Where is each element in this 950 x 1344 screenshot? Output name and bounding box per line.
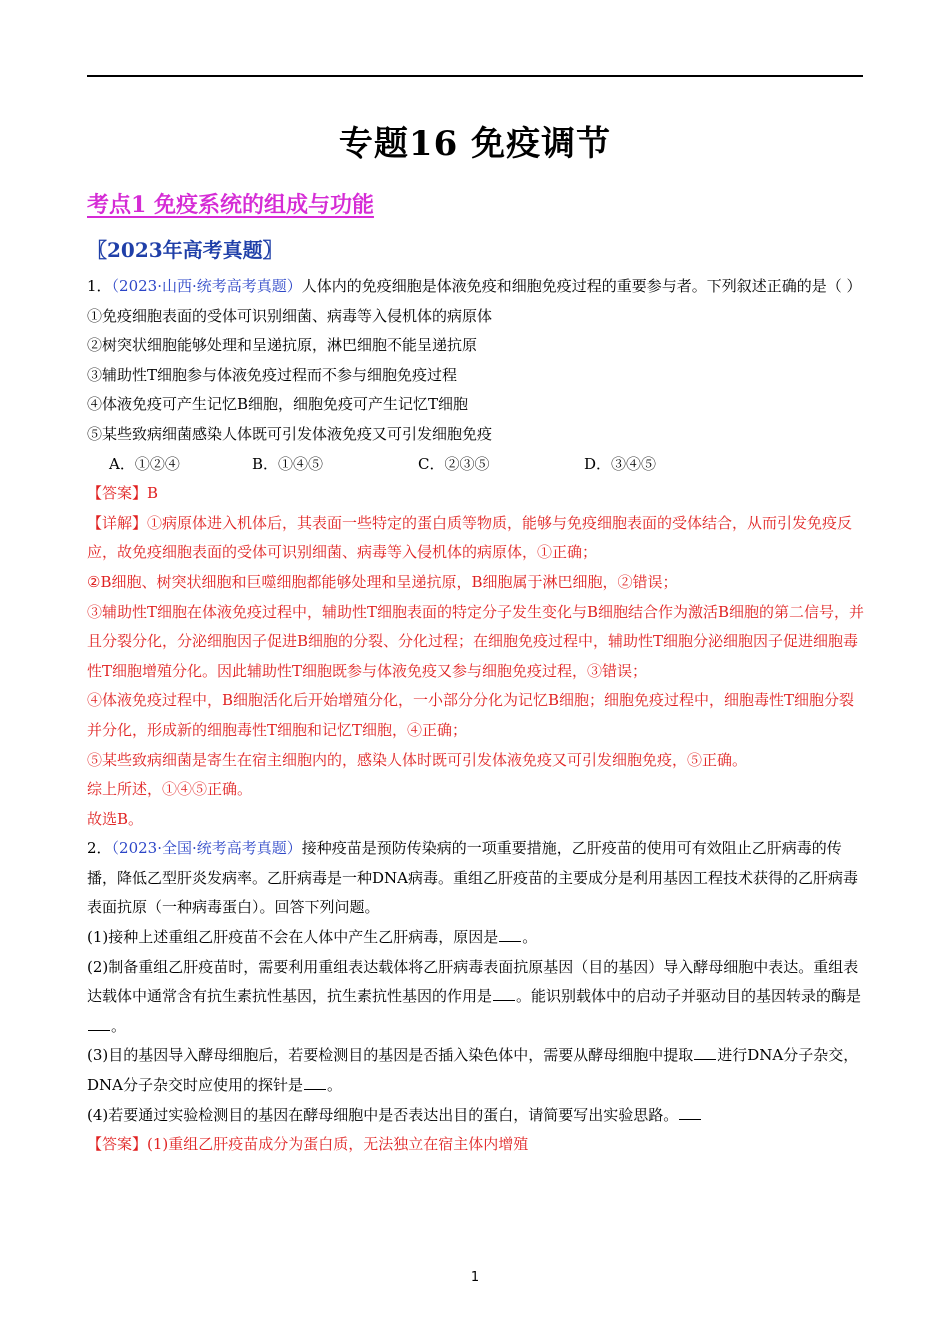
explanation-paragraph: ⑤某些致病细菌是寄生在宿主细胞内的，感染人体时既可引发体液免疫又可引发细胞免疫，⑤正确。	[87, 750, 748, 769]
sub-question-3: (3)目的基因导入酵母细胞后，若要检测目的基因是否插入染色体中，需要从酵母细胞中提取 进行DNA分子杂交，DNA分子杂交时应使用的探针是 。	[87, 1046, 859, 1095]
answer-blank	[88, 1015, 110, 1031]
answer-blank	[304, 1074, 326, 1090]
header-rule	[87, 75, 863, 77]
option-c: C．②③⑤	[418, 454, 490, 473]
explanation-conclusion: 故选B。	[87, 809, 144, 828]
option-a: A．①②④	[109, 454, 180, 473]
page-title: 专题16 免疫调节	[338, 124, 612, 164]
explanation-summary: 综上所述，①④⑤正确。	[87, 780, 253, 799]
statement: ①免疫细胞表面的受体可识别细菌、病毒等入侵机体的病原体	[87, 306, 493, 325]
question-source: （2023·山西·统考高考真题）	[111, 277, 302, 295]
explanation-paragraph: ②B细胞、树突状细胞和巨噬细胞都能够处理和呈递抗原，B细胞属于淋巴细胞，②错误；	[87, 572, 678, 591]
answer-blank	[493, 985, 515, 1001]
sub-question-1: (1)接种上述重组乙肝疫苗不会在人体中产生乙肝病毒，原因是 。	[87, 928, 538, 947]
explanation-paragraph: ④体液免疫过程中，B细胞活化后开始增殖分化，一小部分分化为记忆B细胞；细胞免疫过程中，细胞毒性T细胞分裂并分化，形成新的细胞毒性T细胞和记忆T细胞，④正确；	[87, 691, 855, 739]
question-2-stem: 2．（2023·全国·统考高考真题）接种疫苗是预防传染病的一项重要措施，乙肝疫苗的使用可有效阻止乙肝病毒的传播，降低乙型肝炎发病率。乙肝病毒是一种DNA病毒。重组乙肝疫苗的主要成分是利用基因工程技术获得的乙肝病毒表面抗原（一种病毒蛋白）。回答下列问题。	[87, 839, 858, 917]
answer-options	[87, 450, 867, 480]
section-heading: 考点1 免疫系统的组成与功能	[87, 192, 374, 218]
statement: ②树突状细胞能够处理和呈递抗原，淋巴细胞不能呈递抗原	[87, 336, 478, 355]
explanation-paragraph: ③辅助性T细胞在体液免疫过程中，辅助性T细胞表面的特定分子发生变化与B细胞结合作为激活B细胞的第二信号，并且分裂分化，分泌细胞因子促进B细胞的分裂、分化过程；在细胞免疫过程中，辅助性T细胞分泌细胞因子促进细胞毒性T细胞增殖分化。因此辅助性T细胞既参与体液免疫又参与细胞免疫过程，③错误；	[87, 602, 865, 680]
statement: ⑤某些致病细菌感染人体既可引发体液免疫又可引发细胞免疫	[87, 424, 493, 443]
explanation-paragraph: 【详解】①病原体进入机体后，其表面一些特定的蛋白质等物质，能够与免疫细胞表面的受体结合，从而引发免疫反应，故免疫细胞表面的受体可识别细菌、病毒等入侵机体的病原体，①正确；	[87, 513, 853, 562]
option-d: D．③④⑤	[584, 454, 657, 473]
statement: ④体液免疫可产生记忆B细胞，细胞免疫可产生记忆T细胞	[87, 395, 469, 414]
answer-blank	[499, 926, 521, 942]
statement: ③辅助性T细胞参与体液免疫过程而不参与细胞免疫过程	[87, 365, 458, 384]
answer-label: 【答案】B	[87, 484, 159, 503]
answer-blank	[679, 1104, 701, 1120]
question-1-stem: 1．（2023·山西·统考高考真题）人体内的免疫细胞是体液免疫和细胞免疫过程的重要参与者。下列叙述正确的是（ ）	[87, 277, 862, 295]
sub-question-2: (2)制备重组乙肝疫苗时，需要利用重组表达载体将乙肝病毒表面抗原基因（目的基因）导入酵母细胞中表达。重组表达载体中通常含有抗生素抗性基因，抗生素抗性基因的作用是 。能识别载体中的启动子并驱动目的基因转录的酶是。	[87, 957, 862, 1035]
option-b: B．①④⑤	[252, 454, 324, 473]
document-body	[87, 272, 867, 1160]
question-source: （2023·全国·统考高考真题）	[111, 839, 302, 858]
answer-label: 【答案】(1)重组乙肝疫苗成分为蛋白质，无法独立在宿主体内增殖	[87, 1135, 529, 1154]
sub-question-4: (4)若要通过实验检测目的基因在酵母细胞中是否表达出目的蛋白，请简要写出实验思路。	[87, 1101, 867, 1131]
subsection-heading: 〖2023年高考真题〗	[87, 238, 283, 262]
answer-blank	[694, 1044, 716, 1060]
page-number: 1	[470, 1270, 480, 1285]
